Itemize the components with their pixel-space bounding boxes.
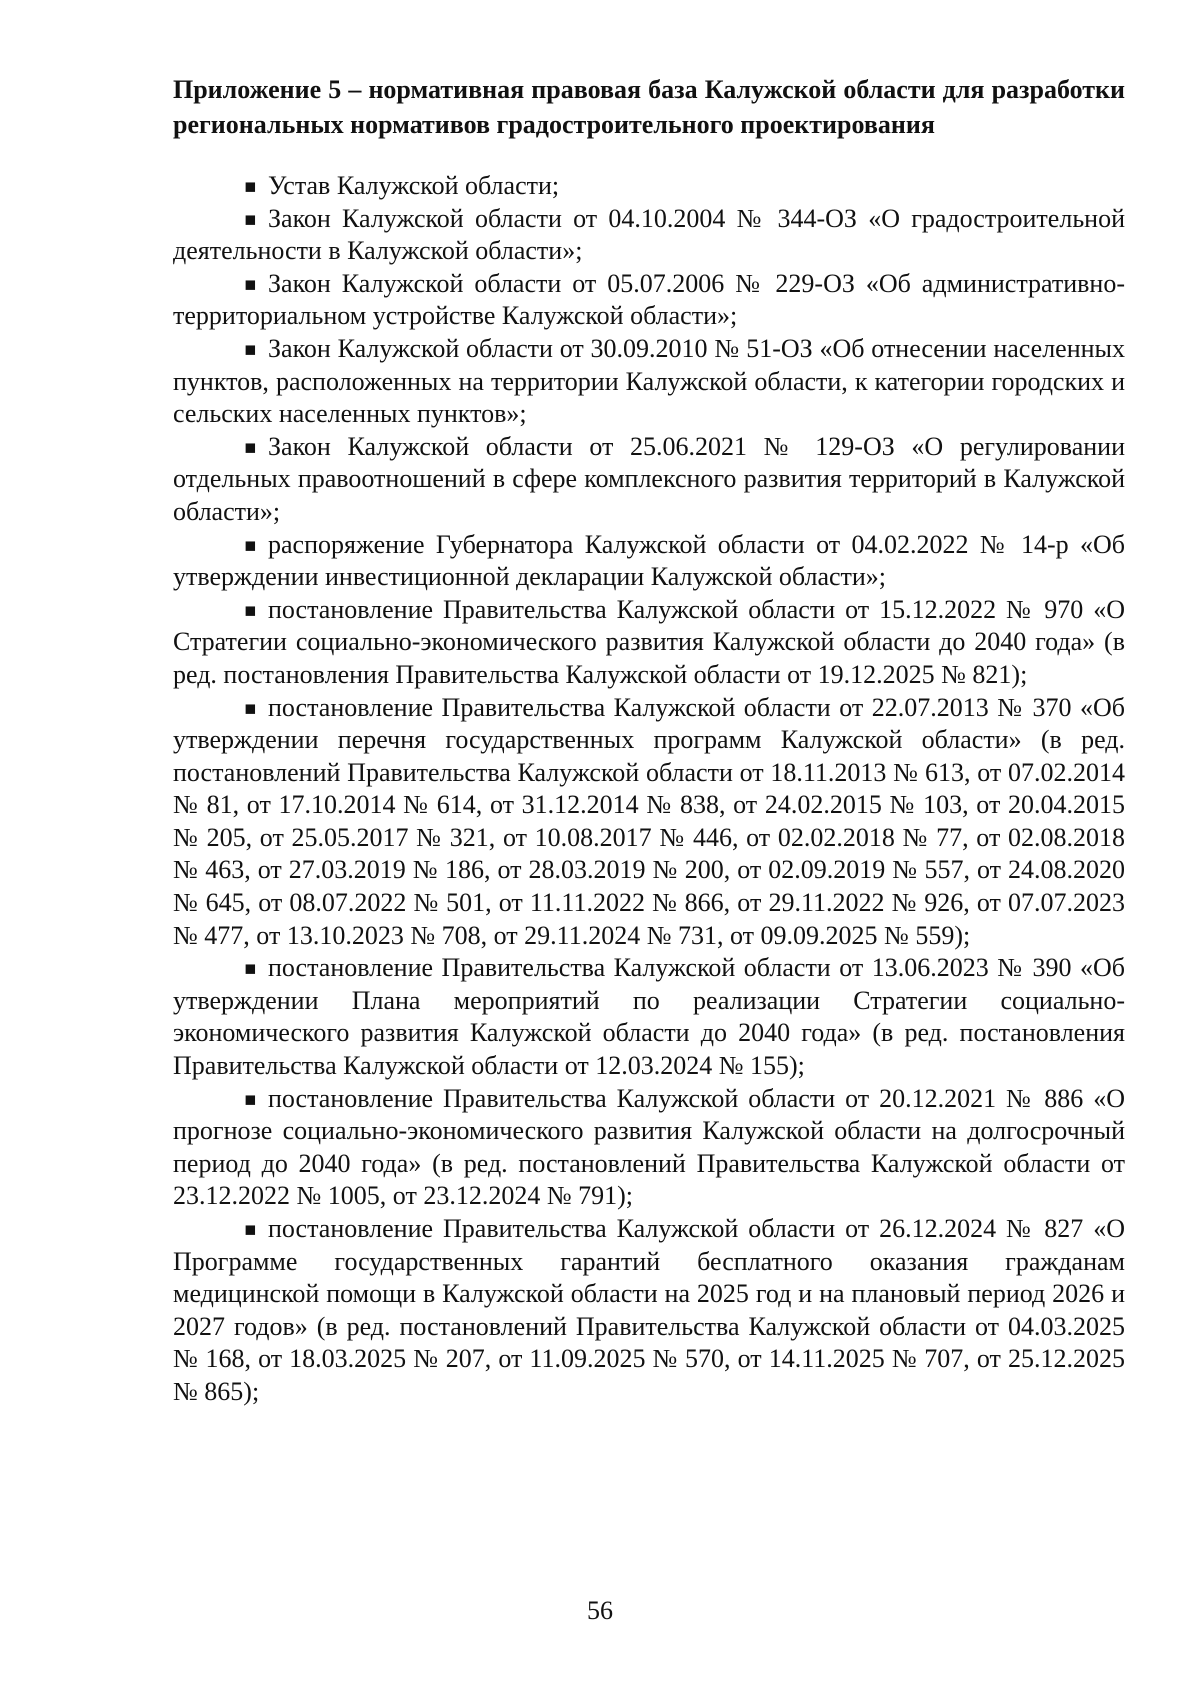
square-bullet-icon: ▪ xyxy=(244,1087,257,1110)
list-item xyxy=(173,692,1125,953)
square-bullet-icon: ▪ xyxy=(244,175,257,197)
square-bullet-icon: ▪ xyxy=(244,957,257,980)
square-bullet-icon: ▪ xyxy=(244,1218,257,1240)
list-item xyxy=(173,203,1125,268)
list-item xyxy=(173,594,1125,692)
list-item-text: Закон Калужской области от 05.07.2006 № 229-ОЗ «Об административно-территориальном устройстве Калужской области»; xyxy=(173,268,1125,331)
list-item-text: Закон Калужской области от 25.06.2021 № 129-ОЗ «О регулировании отдельных правоотношений в сфере комплексного развития территорий в Калужской области»; xyxy=(173,431,1125,526)
appendix-heading: Приложение 5 – нормативная правовая база Калужской области для разработки региональных нормативов градостроительного проектирования xyxy=(173,75,1125,139)
list-item-text: постановление Правительства Калужской области от 22.07.2013 № 370 «Об утверждении перечня государственных программ Калужской области» (в ред. постановлений Правительства Калужской области от 18.11.2013 № 613, от 07.02.2014 № 81, от 17.10.2014 № 614, от 31.12.2014 № 838, от 24.02.2015 № 103, от 20.04.2015 № 205, от 25.05.2017 № 321, от 10.08.2017 № 446, от 02.02.2018 № 77, от 02.08.2018 № 463, от 27.03.2019 № 186, от 28.03.2019 № 200, от 02.09.2019 № 557, от 24.08.2020 № 645, от 08.07.2022 № 501, от 11.11.2022 № 866, от 29.11.2022 № 926, от 07.07.2023 № 477, от 13.10.2023 № 708, от 29.11.2024 № 731, от 09.09.2025 № 559); xyxy=(173,692,1125,950)
legal-acts-list xyxy=(173,170,1125,1409)
list-item xyxy=(173,431,1125,529)
square-bullet-icon: ▪ xyxy=(244,435,257,458)
list-item-text: Закон Калужской области от 30.09.2010 № 51-ОЗ «Об отнесении населенных пунктов, расположенных на территории Калужской области, к категории городских и сельских населенных пунктов»; xyxy=(173,333,1125,429)
list-item xyxy=(173,170,1125,203)
list-item-text: Устав Калужской области; xyxy=(268,171,560,200)
list-item-text: постановление Правительства Калужской области от 13.06.2023 № 390 «Об утверждении Плана мероприятий по реализации Стратегии социально-экономического развития Калужской области до 2040 года» (в ред. постановления Правительства Калужской области от 12.03.2024 № 155); xyxy=(173,953,1125,1081)
list-item-text: распоряжение Губернатора Калужской области от 04.02.2022 № 14-р «Об утверждении инвестиционной декларации Калужской области»; xyxy=(173,529,1125,592)
list-item-text: постановление Правительства Калужской области от 15.12.2022 № 970 «О Стратегии социально-экономического развития Калужской области до 2040 года» (в ред. постановления Правительства Калужской области от 19.12.2025 № 821); xyxy=(173,594,1125,689)
list-item xyxy=(173,1213,1125,1409)
list-item-text: Закон Калужской области от 04.10.2004 № 344-ОЗ «О градостроительной деятельности в Калужской области»; xyxy=(173,203,1125,266)
square-bullet-icon: ▪ xyxy=(244,696,257,719)
list-item-text: постановление Правительства Калужской области от 26.12.2024 № 827 «О Программе государственных гарантий бесплатного оказания гражданам медицинской помощи в Калужской области на 2025 год и на плановый период 2026 и 2027 годов» (в ред. постановлений Правительства Калужской области от 04.03.2025 № 168, от 18.03.2025 № 207, от 11.09.2025 № 570, от 14.11.2025 № 707, от 25.12.2025 № 865); xyxy=(173,1214,1125,1406)
list-item xyxy=(173,1083,1125,1213)
list-item xyxy=(173,333,1125,431)
page-number: 56 xyxy=(587,1596,613,1625)
square-bullet-icon: ▪ xyxy=(244,272,257,295)
list-item xyxy=(173,952,1125,1082)
page-content xyxy=(173,72,1125,1409)
list-item xyxy=(173,529,1125,594)
square-bullet-icon: ▪ xyxy=(244,598,257,621)
list-item xyxy=(173,268,1125,333)
square-bullet-icon: ▪ xyxy=(244,207,257,230)
square-bullet-icon: ▪ xyxy=(244,337,257,360)
square-bullet-icon: ▪ xyxy=(244,533,257,556)
list-item-text: постановление Правительства Калужской области от 20.12.2021 № 886 «О прогнозе социально-экономического развития Калужской области на долгосрочный период до 2040 года» (в ред. постановлений Правительства Калужской области от 23.12.2022 № 1005, от 23.12.2024 № 791); xyxy=(173,1083,1125,1211)
